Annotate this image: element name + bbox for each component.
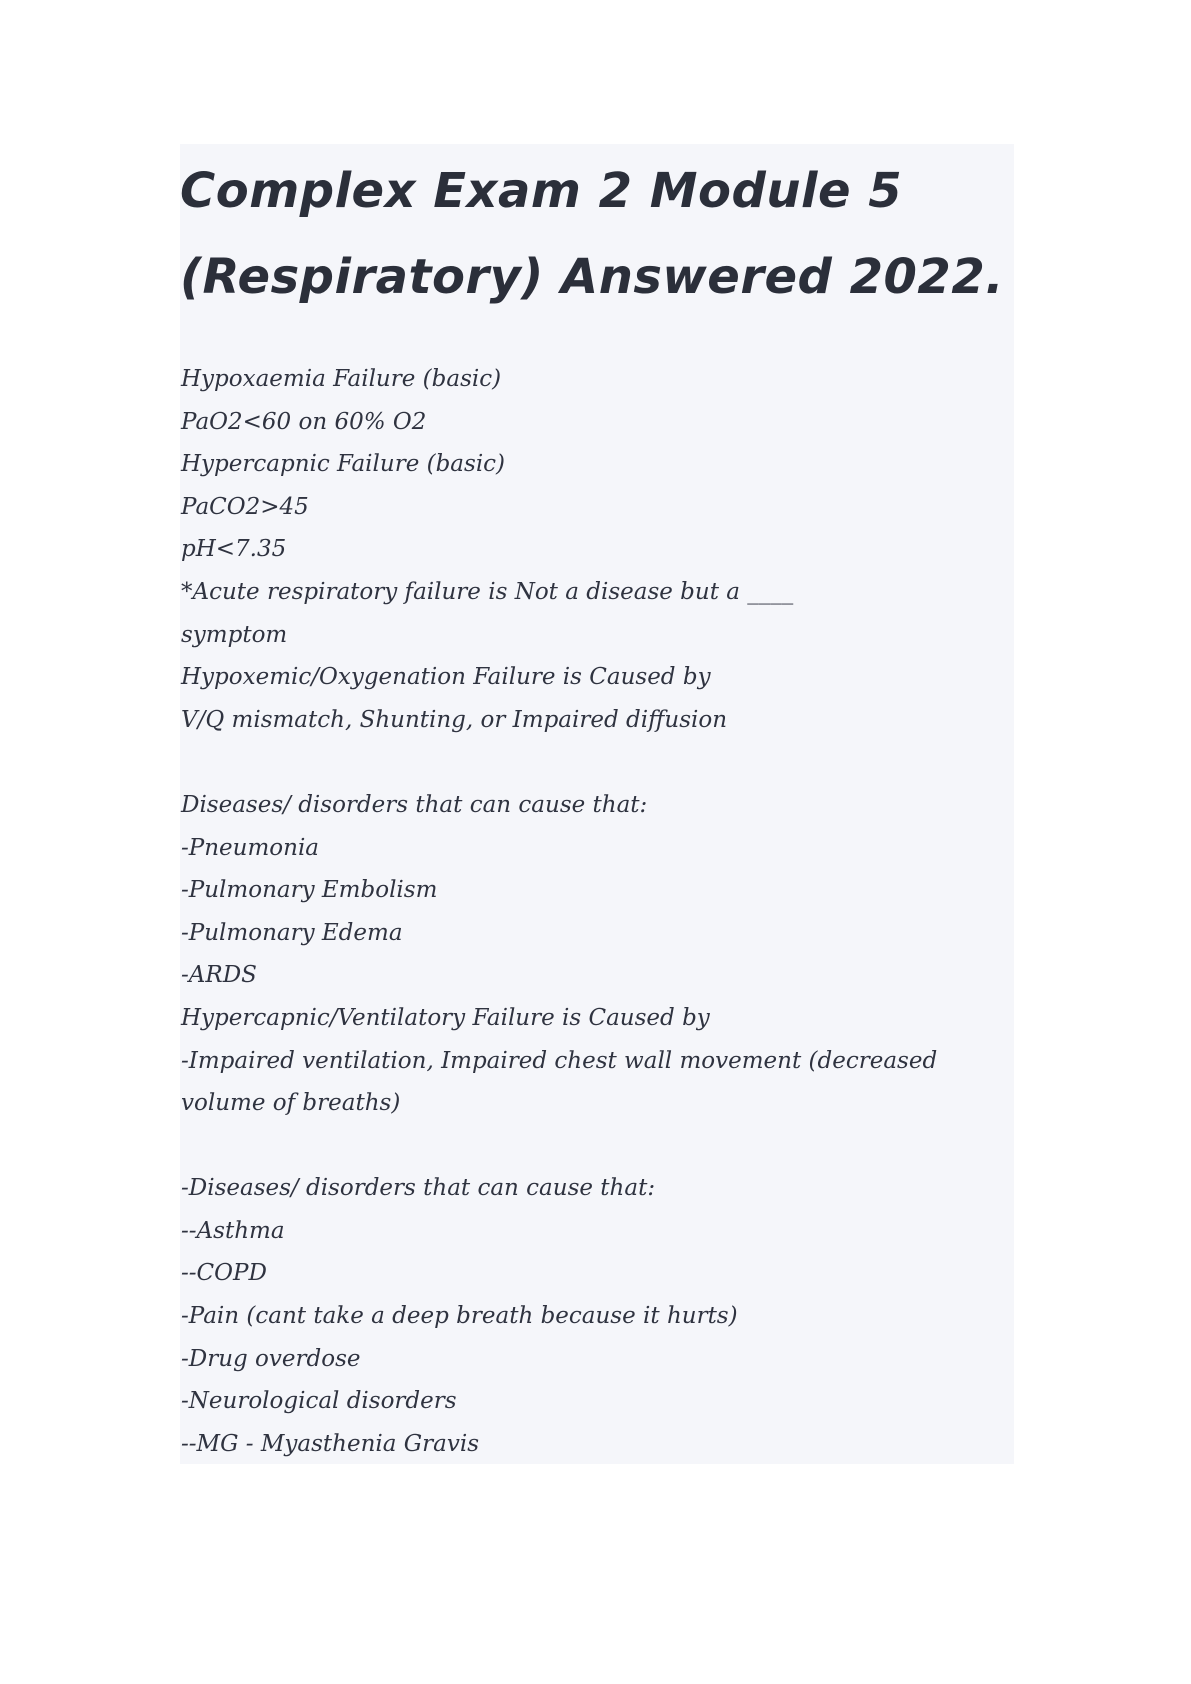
title-line-2: (Respiratory) Answered 2022. — [180, 249, 1004, 305]
note-line: V/Q mismatch, Shunting, or Impaired diffusion — [181, 706, 728, 733]
document-title — [180, 148, 1010, 320]
note-line: PaCO2>45 — [181, 493, 309, 520]
note-line: Diseases/ disorders that can cause that: — [181, 791, 648, 818]
note-line: -Pulmonary Embolism — [181, 877, 438, 904]
note-line: Hypercapnic/Ventilatory Failure is Caused by — [181, 1004, 710, 1031]
note-line: -Diseases/ disorders that can cause that: — [181, 1175, 656, 1202]
blank-line — [181, 741, 1001, 784]
note-line: symptom — [181, 621, 288, 648]
note-line: -Neurological disorders — [181, 1388, 457, 1415]
note-line: Hypercapnic Failure (basic) — [181, 451, 506, 478]
note-line: -Drug overdose — [181, 1345, 361, 1372]
note-line: -Impaired ventilation, Impaired chest wall movement (decreased — [181, 1047, 938, 1074]
note-line: --MG - Myasthenia Gravis — [181, 1430, 480, 1457]
note-line: *Acute respiratory failure is Not a disease but a ____ — [181, 578, 794, 605]
note-line: pH<7.35 — [181, 536, 287, 563]
note-line: -Pain (cant take a deep breath because it hurts) — [181, 1303, 738, 1330]
note-line: Hypoxaemia Failure (basic) — [181, 366, 502, 392]
blank-line — [181, 1125, 1001, 1168]
notes-list — [181, 358, 1001, 1465]
note-line: volume of breaths) — [181, 1090, 401, 1117]
note-line: -Pulmonary Edema — [181, 919, 403, 946]
note-line: Hypoxemic/Oxygenation Failure is Caused by — [181, 664, 711, 691]
note-line: --COPD — [181, 1260, 267, 1287]
note-line: -Pneumonia — [181, 834, 320, 861]
note-line: PaO2<60 on 60% O2 — [181, 408, 427, 435]
note-line: --Asthma — [181, 1217, 285, 1244]
title-line-1: Complex Exam 2 Module 5 — [180, 163, 903, 219]
note-line: -ARDS — [181, 962, 257, 989]
